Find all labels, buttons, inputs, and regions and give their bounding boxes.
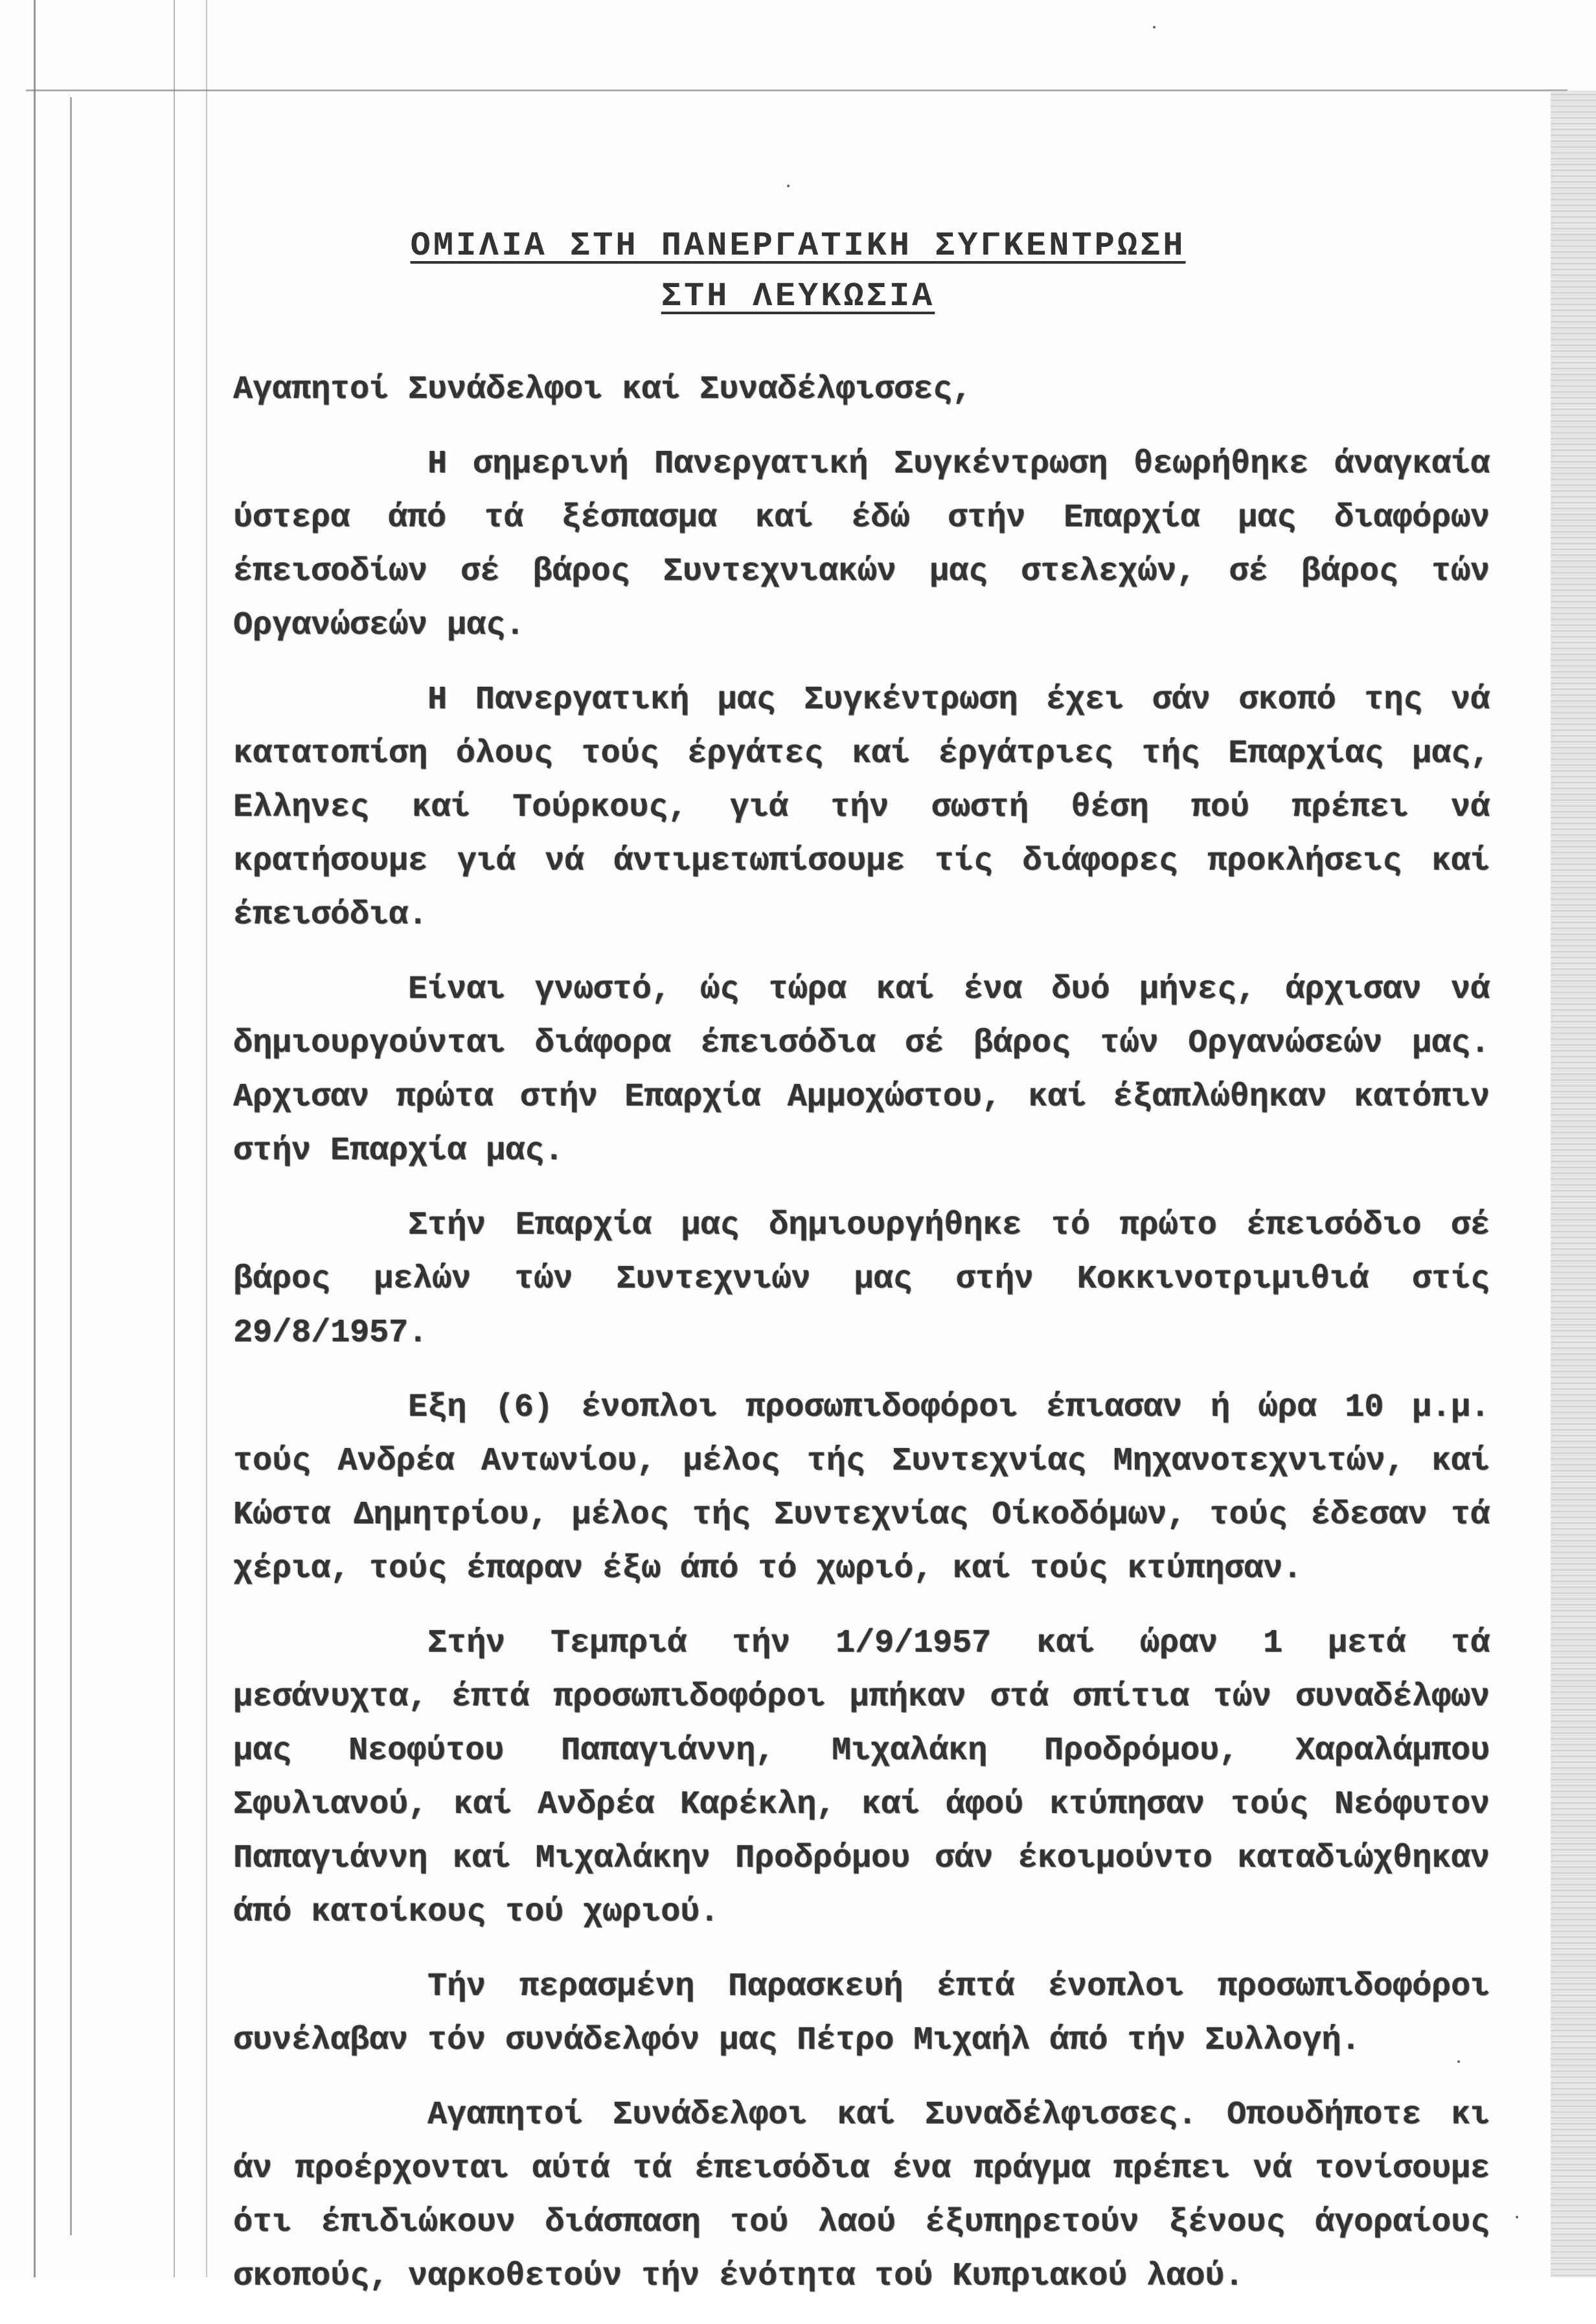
top-scan-rule <box>26 89 1568 91</box>
scan-speck <box>1516 2216 1518 2218</box>
body-paragraph: Τήν περασμένη Παρασκευή έπτά ένοπλοι προσωπιδοφόροι συνέλαβαν τόν συνάδελφόν μας Πέτρο Μιχαήλ άπό τήν Συλλογή. <box>233 1968 1490 2059</box>
body-paragraph: Εξη (6) ένοπλοι προσωπιδοφόροι έπιασαν ή ώρα 10 μ.μ. τούς Ανδρέα Αντωνίου, μέλος τής Συντεχνίας Μηχανοτεχνιτών, καί Κώστα Δημητρίου, μέλος τής Συντεχνίας Οίκοδόμων, τούς έδεσαν τά χέρια, τούς έπαραν έξω άπό τό χωριό, καί τούς κτύπησαν. <box>233 1389 1490 1587</box>
body-paragraph: Είναι γνωστό, ώς τώρα καί ένα δυό μήνες, άρχισαν νά δημιουργούνται διάφορα έπεισόδια σέ βάρος τών Οργανώσεών μας. Αρχισαν πρώτα στήν Επαρχία Αμμοχώστου, καί έξαπλώθηκαν κατόπιν στήν Επαρχία μας. <box>233 971 1490 1169</box>
left-margin-line-4 <box>206 0 207 2277</box>
body-paragraph: Αγαπητοί Συνάδελφοι καί Συναδέλφισσες. Οπουδήποτε κι άν προέρχονται αύτά τά έπεισόδια ένα πράγμα πρέπει νά τονίσουμε ότι έπιδιώκουν διάσπαση τού λαού έξυπηρετούν ξένους άγοραίους σκοπούς, ναρκοθετούν τήν ένότητα τού Κυπριακού λαού. <box>233 2097 1490 2295</box>
left-margin-line-2 <box>70 97 72 2235</box>
body-paragraph: Η Πανεργατική μας Συγκέντρωση έχει σάν σκοπό της νά κατατοπίση όλους τούς έργάτες καί έργάτριες τής Επαρχίας μας, Ελληνες καί Τούρκους, γιά τήν σωστή θέση πού πρέπει νά κρατήσουμε γιά νά άντιμετωπίσουμε τίς διάφορες προκλήσεις καί έπεισόδια. <box>233 682 1490 934</box>
scan-speck <box>787 185 790 187</box>
body-paragraph: Στήν Επαρχία μας δημιουργήθηκε τό πρώτο έπεισόδιο σέ βάρος μελών τών Συντεχνιών μας στήν Κοκκινοτριμιθιά στίς 29/8/1957. <box>233 1207 1490 1352</box>
left-margin-line <box>34 0 36 2277</box>
left-margin-line-3 <box>174 0 175 2277</box>
salutation-paragraph: Αγαπητοί Συνάδελφοι καί Συναδέλφισσες, <box>233 371 972 408</box>
document-title-line-2: ΣΤΗ ΛΕΥΚΩΣΙΑ <box>661 277 935 316</box>
right-edge-scan-noise <box>1551 91 1596 2277</box>
body-paragraph: Η σημερινή Πανεργατική Συγκέντρωση θεωρήθηκε άναγκαία ύστερα άπό τά ξέσπασμα καί έδώ στήν Επαρχία μας διαφόρων έπεισοδίων σέ βάρος Συντεχνιακών μας στελεχών, σέ βάρος τών Οργανώσεών μας. <box>233 446 1490 644</box>
body-paragraph: Στήν Τεμπριά τήν 1/9/1957 καί ώραν 1 μετά τά μεσάνυχτα, έπτά προσωπιδοφόροι μπήκαν στά σπίτια τών συναδέλφων μας Νεοφύτου Παπαγιάννη, Μιχαλάκη Προδρόμου, Χαραλάμπου Σφυλιανού, καί Ανδρέα Καρέκλη, καί άφού κτύπησαν τούς Νεόφυτον Παπαγιάννη καί Μιχαλάκην Προδρόμου σάν έκοιμούντο καταδιώχθηκαν άπό κατοίκους τού χωριού. <box>233 1625 1490 1931</box>
scan-speck <box>1153 26 1156 29</box>
document-title-line-1: ΟΜΙΛΙΑ ΣΤΗ ΠΑΝΕΡΓΑΤΙΚΗ ΣΥΓΚΕΝΤΡΩΣΗ <box>410 227 1186 265</box>
document-body <box>233 363 1490 2324</box>
